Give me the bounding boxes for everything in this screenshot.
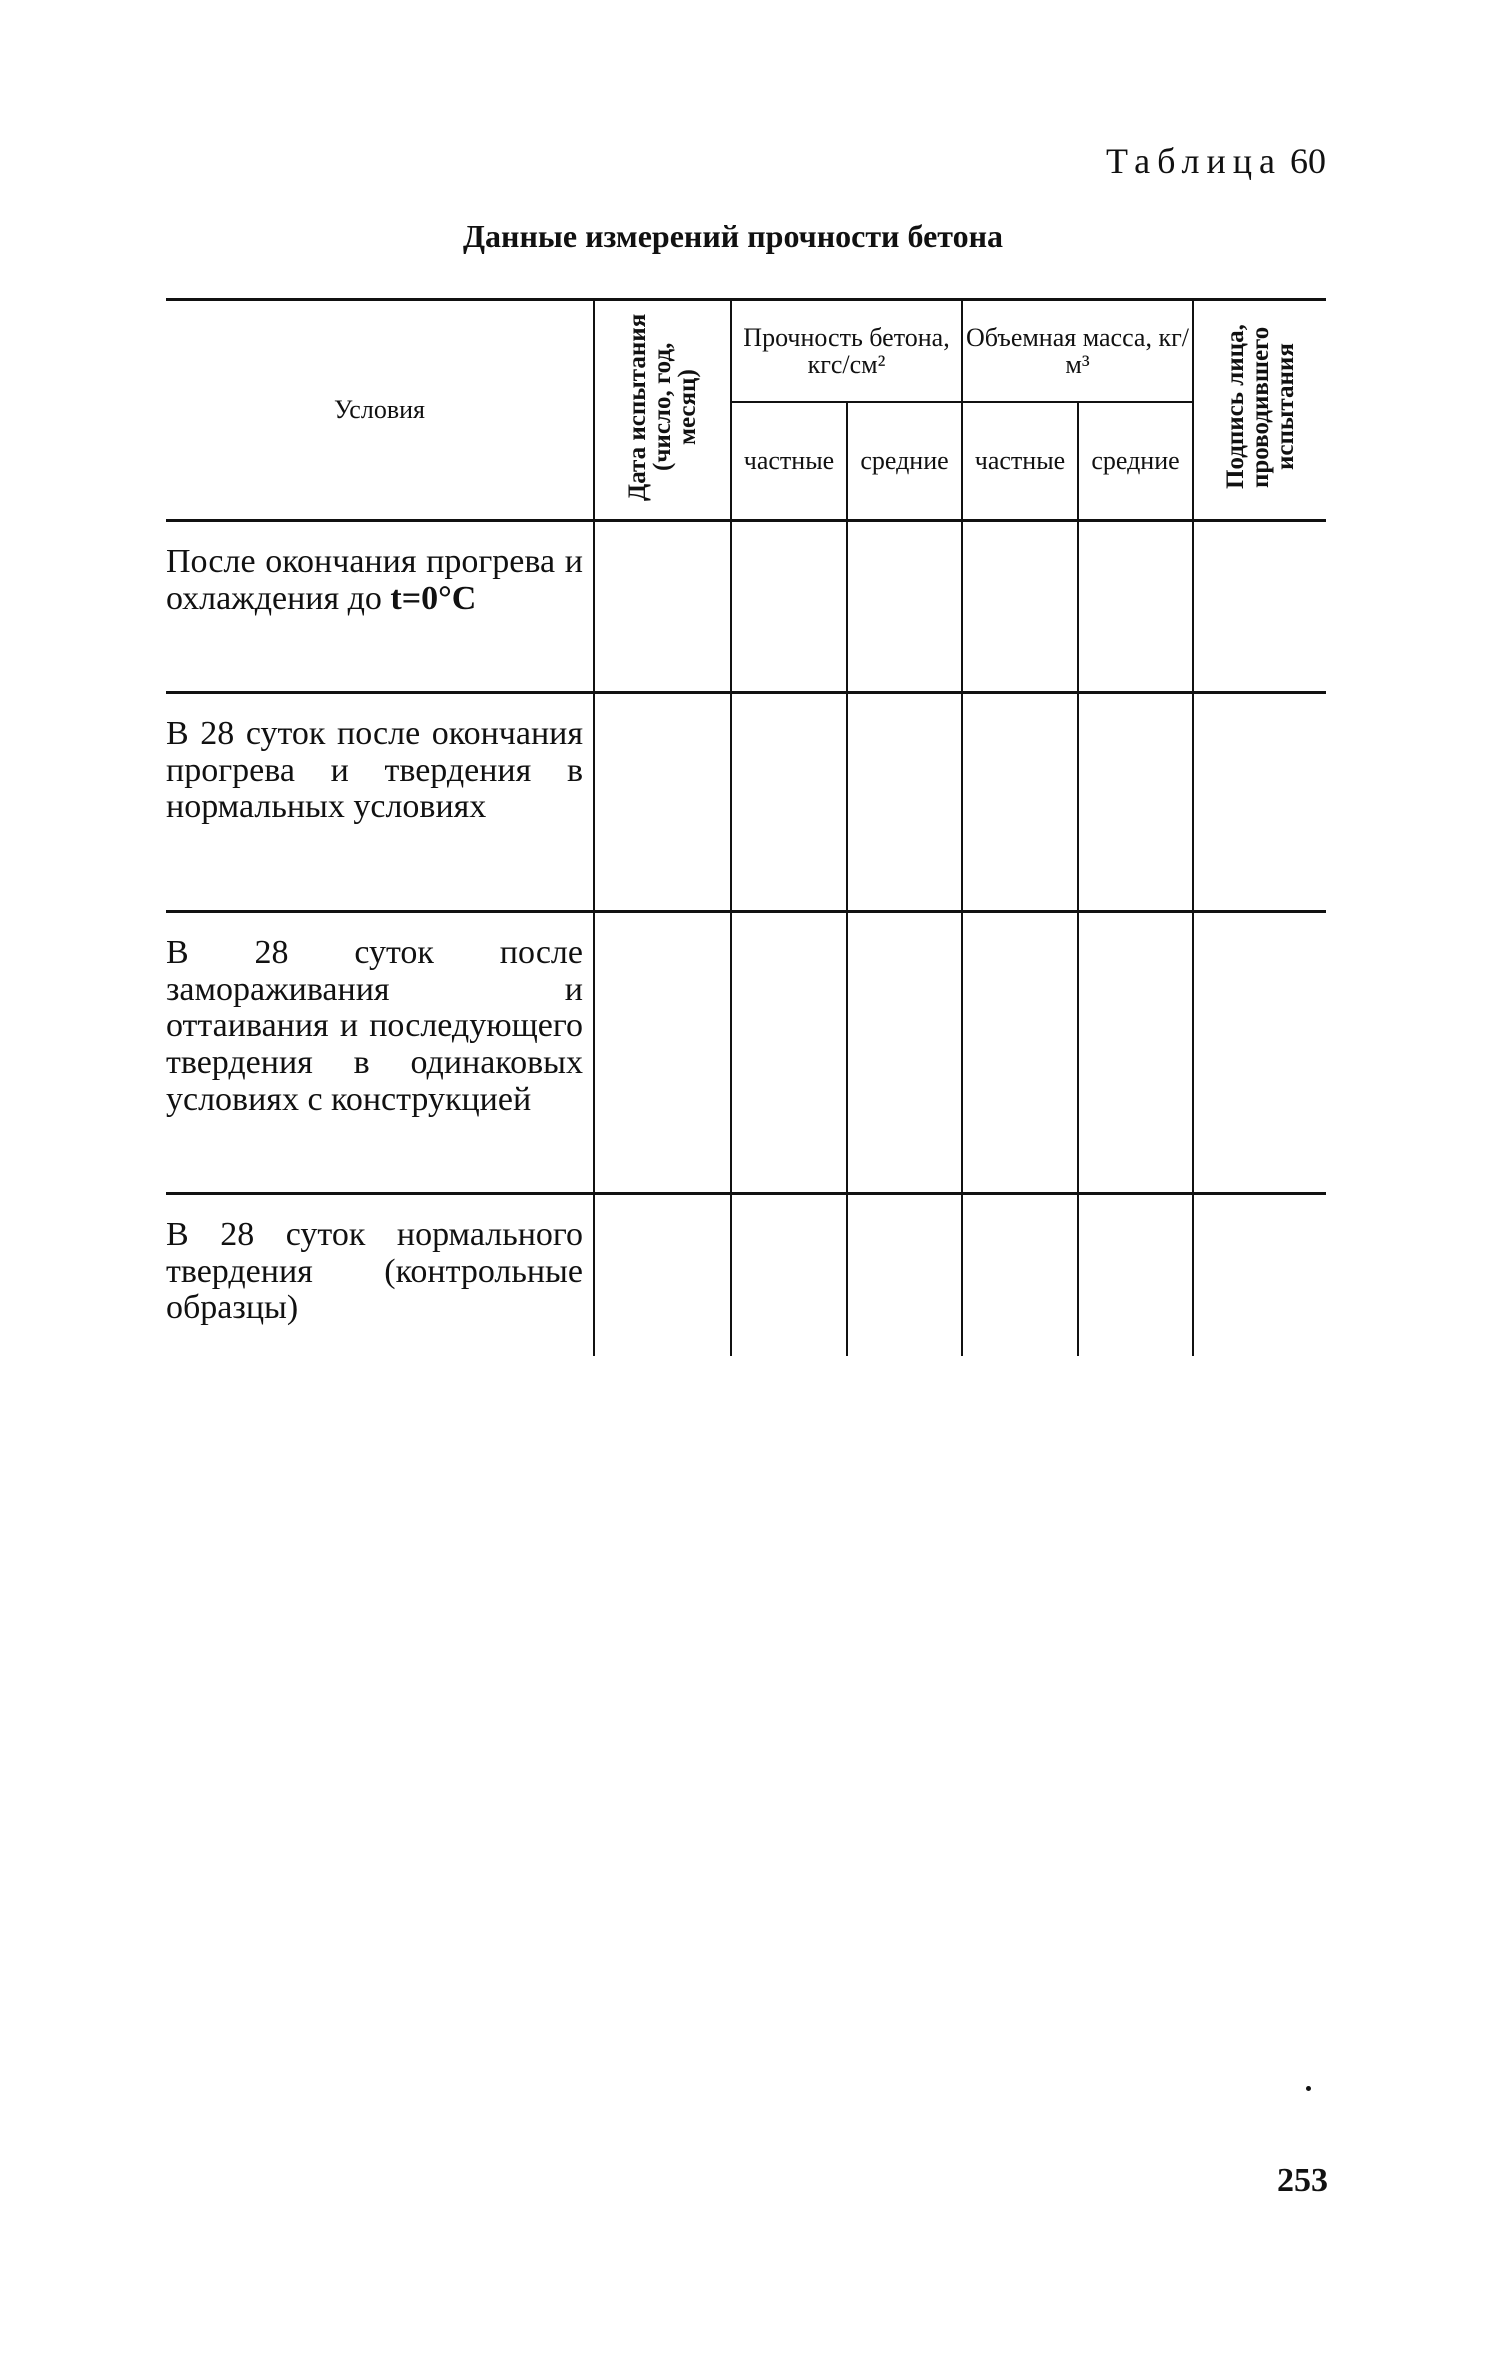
row-condition	[166, 521, 594, 693]
cell-signature[interactable]	[1193, 1194, 1326, 1356]
header-signature-text: Подпись лица, проводившего испытания	[1221, 324, 1299, 490]
cell-strength-average[interactable]	[847, 693, 962, 912]
row-condition-text: В 28 суток после окончания прогрева и твердения в нормальных условиях	[166, 715, 583, 826]
header-density: Объемная масса, кг/м³	[962, 300, 1193, 403]
header-strength: Прочность бетона, кгс/см²	[731, 300, 962, 403]
row-condition	[166, 693, 594, 912]
header-density-partial: частные	[962, 402, 1078, 521]
page-number: 253	[1277, 2162, 1328, 2199]
table-label-word: Таблица	[1106, 141, 1282, 181]
cell-test-date[interactable]	[594, 693, 731, 912]
strength-data-table	[166, 298, 1326, 1356]
cell-strength-average[interactable]	[847, 521, 962, 693]
cell-density-partial[interactable]	[962, 521, 1078, 693]
cell-density-partial[interactable]	[962, 693, 1078, 912]
page-dot-mark	[1306, 2086, 1311, 2091]
cell-density-average[interactable]	[1078, 1194, 1193, 1356]
header-test-date-text: Дата испытания (число, год, месяц)	[624, 313, 701, 501]
cell-signature[interactable]	[1193, 693, 1326, 912]
page-title: Данные измерений прочности бетона	[463, 218, 1003, 254]
cell-strength-average[interactable]	[847, 1194, 962, 1356]
header-conditions: Условия	[166, 300, 594, 521]
cell-strength-partial[interactable]	[731, 1194, 847, 1356]
table-row	[166, 521, 1326, 693]
cell-test-date[interactable]	[594, 1194, 731, 1356]
row-condition-text: После окончания прогрева и охлаждения до	[166, 543, 583, 617]
cell-density-average[interactable]	[1078, 912, 1193, 1194]
cell-signature[interactable]	[1193, 521, 1326, 693]
cell-density-partial[interactable]	[962, 1194, 1078, 1356]
header-density-average: средние	[1078, 402, 1193, 521]
header-test-date	[594, 300, 731, 521]
cell-signature[interactable]	[1193, 912, 1326, 1194]
cell-test-date[interactable]	[594, 912, 731, 1194]
table-row	[166, 912, 1326, 1194]
cell-strength-partial[interactable]	[731, 521, 847, 693]
cell-strength-partial[interactable]	[731, 912, 847, 1194]
row-condition	[166, 912, 594, 1194]
cell-density-average[interactable]	[1078, 521, 1193, 693]
row-condition-text: В 28 суток нормального твердения (контрольные образцы)	[166, 1216, 583, 1327]
header-strength-average: средние	[847, 402, 962, 521]
cell-strength-average[interactable]	[847, 912, 962, 1194]
table-row	[166, 1194, 1326, 1356]
table-number: 60	[1290, 141, 1326, 181]
cell-density-average[interactable]	[1078, 693, 1193, 912]
header-strength-partial: частные	[731, 402, 847, 521]
row-condition-formula: t=0°C	[390, 579, 477, 617]
table-number-label	[1106, 140, 1326, 182]
row-condition	[166, 1194, 594, 1356]
cell-strength-partial[interactable]	[731, 693, 847, 912]
header-signature	[1193, 300, 1326, 521]
cell-density-partial[interactable]	[962, 912, 1078, 1194]
cell-test-date[interactable]	[594, 521, 731, 693]
row-condition-text: В 28 суток после замораживания и оттаивания и последующего твердения в одинаковых условиях с конструкцией	[166, 934, 583, 1118]
table-row	[166, 693, 1326, 912]
